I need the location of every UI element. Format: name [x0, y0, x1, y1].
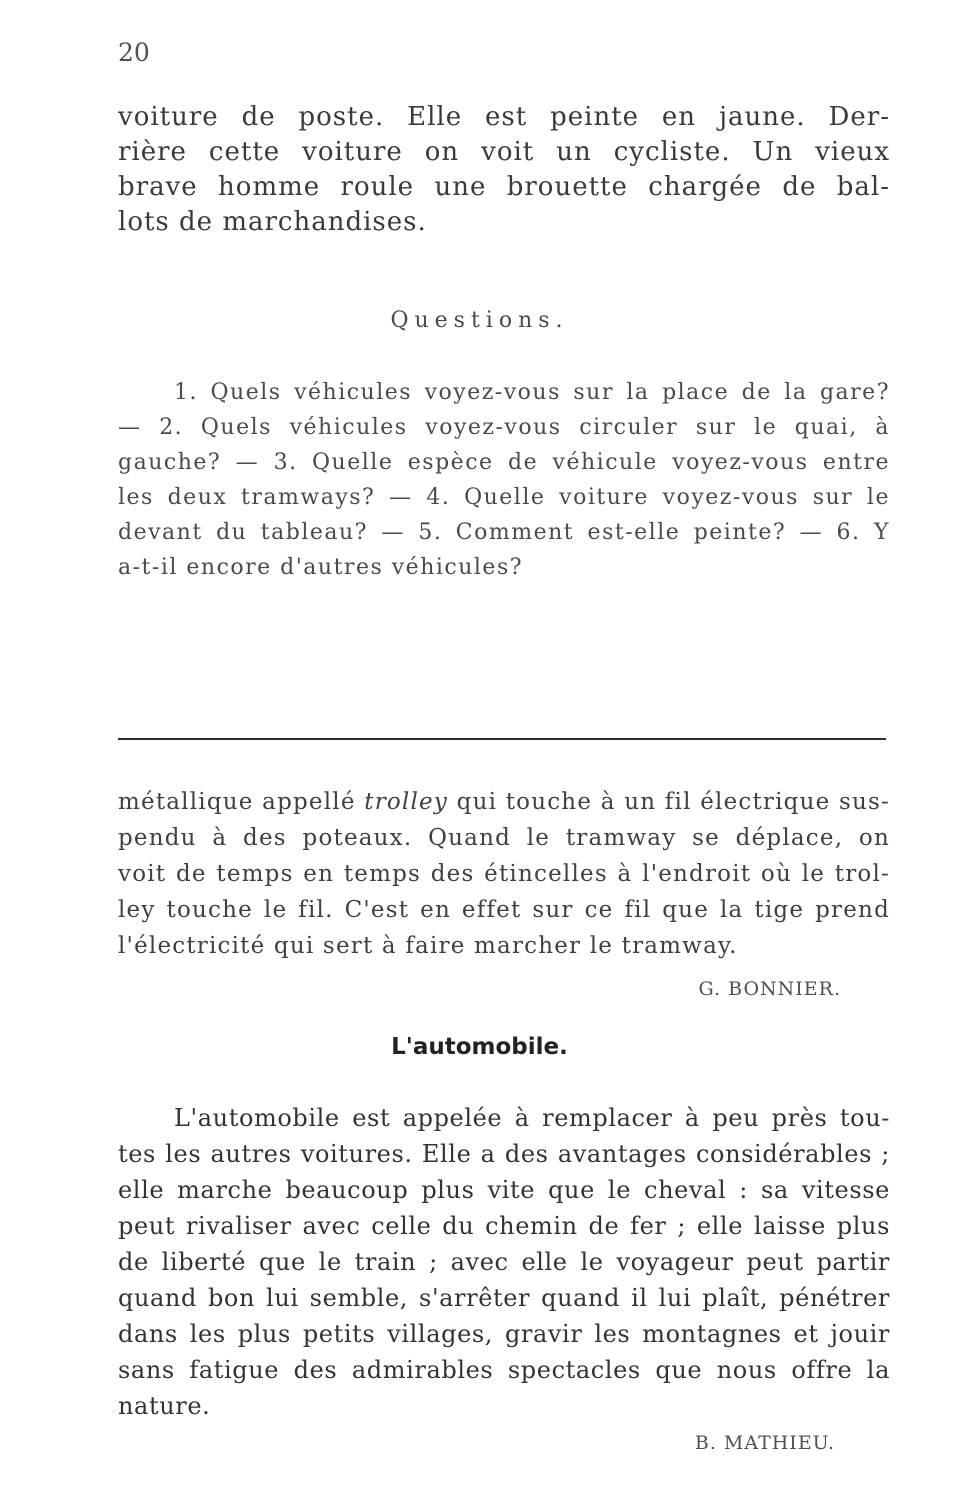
automobile-line: L'automobile est appelée à remplacer à peu près tou-: [174, 1104, 890, 1132]
automobile-line: elle marche beaucoup plus vite que le cheval : sa vitesse: [118, 1176, 890, 1204]
tramway-line: pendu à des poteaux. Quand le tramway se déplace, on: [118, 825, 890, 851]
automobile-line: nature.: [118, 1392, 211, 1420]
page-number: 20: [118, 38, 150, 67]
section-title-automobile: L'automobile.: [391, 1034, 568, 1060]
question-line: devant du tableau? — 5. Comment est-elle peinte? — 6. Y: [118, 520, 890, 545]
passage-top-line: rière cette voiture on voit un cycliste. Un vieux: [118, 137, 890, 167]
tramway-line-start: métallique appellé: [118, 789, 365, 815]
question-line: a-t-il encore d'autres véhicules?: [118, 555, 524, 580]
passage-top-line: voiture de poste. Elle est peinte en jaune. Der-: [118, 102, 890, 132]
passage-top-line: brave homme roule une brouette chargée de bal-: [118, 172, 890, 202]
automobile-passage: [118, 1100, 890, 1424]
automobile-line: dans les plus petits villages, gravir les montagnes et jouir: [118, 1320, 890, 1348]
questions-heading: Questions.: [390, 308, 569, 333]
passage-top: [118, 100, 890, 240]
tramway-line-end: qui touche à un fil électrique sus-: [448, 789, 890, 815]
automobile-line: quand bon lui semble, s'arrêter quand il lui plaît, pénétrer: [118, 1284, 890, 1312]
author-bonnier: G. BONNIER.: [698, 978, 841, 1000]
question-line: les deux tramways? — 4. Quelle voiture voyez-vous sur le: [118, 485, 890, 510]
passage-top-line: lots de marchandises.: [118, 207, 427, 237]
automobile-line: de liberté que le train ; avec elle le voyageur peut partir: [118, 1248, 890, 1276]
question-line: — 2. Quels véhicules voyez-vous circuler sur le quai, à: [118, 415, 890, 440]
tramway-line: l'électricité qui sert à faire marcher le tramway.: [118, 933, 738, 959]
author-mathieu: B. MATHIEU.: [694, 1432, 835, 1454]
tramway-line: voit de temps en temps des étincelles à l'endroit où le trol-: [118, 861, 890, 887]
automobile-line: peut rivaliser avec celle du chemin de fer ; elle laisse plus: [118, 1212, 890, 1240]
question-line: 1. Quels véhicules voyez-vous sur la place de la gare?: [174, 380, 890, 405]
automobile-line: tes les autres voitures. Elle a des avantages considérables ;: [118, 1140, 890, 1168]
section-divider: [118, 738, 886, 740]
automobile-line: sans fatigue des admirables spectacles que nous offre la: [118, 1356, 890, 1384]
trolley-word: trolley: [364, 789, 449, 815]
tramway-line: ley touche le fil. C'est en effet sur ce fil que la tige prend: [118, 897, 890, 923]
tramway-passage: [118, 784, 890, 964]
tramway-line: [118, 784, 890, 820]
questions-list: [118, 375, 890, 585]
question-line: gauche? — 3. Quelle espèce de véhicule voyez-vous entre: [118, 450, 890, 475]
